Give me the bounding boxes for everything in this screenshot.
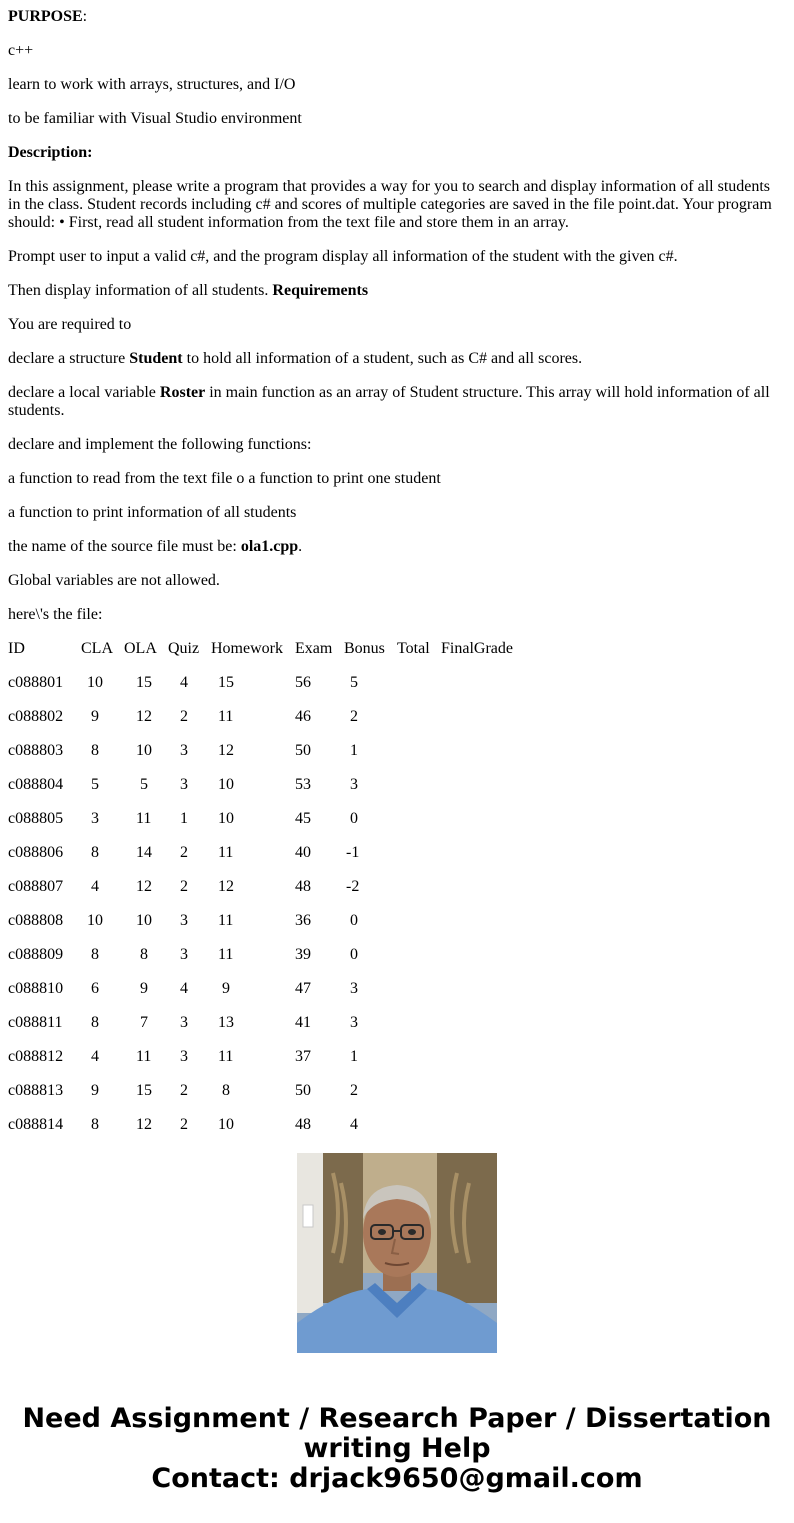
required-paragraph: You are required to bbox=[8, 316, 132, 333]
cell-quiz: 3 bbox=[180, 1048, 188, 1065]
learn-line: learn to work with arrays, structures, and I/O bbox=[8, 76, 296, 93]
struct-pre: declare a structure bbox=[8, 350, 130, 367]
cell-ola: 12 bbox=[136, 1116, 152, 1133]
source-file-name: ola1.cpp bbox=[240, 538, 299, 555]
cell-bonus: 3 bbox=[350, 1014, 358, 1031]
description-paragraph: In this assignment, please write a program that provides a way for you to search and display information of all students in the class. Student records including c# and scores of multiple categories are saved in the file point.dat. Your program should: • First, read all student information from the text file and store them in an array. bbox=[8, 178, 772, 231]
cell-homework: 15 bbox=[218, 674, 234, 691]
cell-id: c088812 bbox=[8, 1048, 64, 1065]
cell-id: c088810 bbox=[8, 980, 64, 997]
header-homework: Homework bbox=[211, 640, 283, 657]
struct-paragraph bbox=[8, 350, 778, 368]
table-row bbox=[8, 1014, 778, 1032]
table-header-row bbox=[8, 640, 778, 658]
cell-quiz: 3 bbox=[180, 776, 188, 793]
cell-id: c088807 bbox=[8, 878, 64, 895]
header-quiz: Quiz bbox=[168, 640, 200, 657]
cell-bonus: 4 bbox=[350, 1116, 358, 1133]
source-post: . bbox=[298, 538, 303, 555]
cell-cla: 10 bbox=[87, 912, 103, 929]
roster-paragraph bbox=[8, 384, 778, 420]
cell-bonus: 0 bbox=[350, 912, 358, 929]
cell-cla: 9 bbox=[91, 708, 99, 725]
header-finalgrade: FinalGrade bbox=[441, 640, 513, 657]
cell-cla: 3 bbox=[91, 810, 99, 827]
source-file-paragraph bbox=[8, 538, 778, 556]
description-label: Description: bbox=[8, 144, 93, 161]
purpose-colon: : bbox=[82, 8, 88, 25]
table-row bbox=[8, 1116, 778, 1134]
cell-exam: 48 bbox=[295, 878, 311, 895]
file-paragraph: here\'s the file: bbox=[8, 606, 103, 623]
table-row bbox=[8, 1048, 778, 1066]
header-ola: OLA bbox=[124, 640, 157, 657]
source-pre: the name of the source file must be: bbox=[8, 538, 241, 555]
cell-homework: 9 bbox=[222, 980, 230, 997]
cell-quiz: 3 bbox=[180, 912, 188, 929]
requirements-label: Requirements bbox=[272, 282, 369, 299]
roster-post: in main function as an array of Student structure. This array will hold information of all students. bbox=[8, 384, 770, 419]
cell-id: c088803 bbox=[8, 742, 64, 759]
cell-ola: 11 bbox=[136, 810, 152, 827]
cpp-line: c++ bbox=[8, 42, 34, 59]
table-row bbox=[8, 810, 778, 828]
cell-homework: 10 bbox=[218, 1116, 234, 1133]
cell-exam: 41 bbox=[295, 1014, 311, 1031]
cell-ola: 7 bbox=[140, 1014, 148, 1031]
footer-ad bbox=[0, 1404, 794, 1494]
cell-ola: 5 bbox=[140, 776, 148, 793]
cell-homework: 12 bbox=[218, 878, 234, 895]
cell-id: c088811 bbox=[8, 1014, 63, 1031]
prompt-paragraph: Prompt user to input a valid c#, and the program display all information of the student with the given c#. bbox=[8, 248, 678, 265]
cell-exam: 39 bbox=[295, 946, 311, 963]
cell-ola: 11 bbox=[136, 1048, 152, 1065]
visual-studio-line: to be familiar with Visual Studio environment bbox=[8, 110, 302, 127]
cell-homework: 12 bbox=[218, 742, 234, 759]
table-row bbox=[8, 776, 778, 794]
cell-bonus: 1 bbox=[350, 742, 358, 759]
footer-line-1: Need Assignment / Research Paper / Dissertation bbox=[22, 1403, 772, 1434]
cell-exam: 40 bbox=[295, 844, 311, 861]
header-id: ID bbox=[8, 640, 25, 657]
cell-quiz: 2 bbox=[180, 708, 188, 725]
cell-bonus: -2 bbox=[346, 878, 360, 895]
cell-quiz: 3 bbox=[180, 946, 188, 963]
then-paragraph bbox=[8, 282, 778, 300]
cell-ola: 14 bbox=[136, 844, 152, 861]
cell-id: c088805 bbox=[8, 810, 64, 827]
cell-cla: 8 bbox=[91, 1014, 99, 1031]
cell-id: c088808 bbox=[8, 912, 64, 929]
footer-line-2: writing Help bbox=[303, 1433, 491, 1464]
cell-exam: 50 bbox=[295, 1082, 311, 1099]
table-row bbox=[8, 912, 778, 930]
cell-quiz: 4 bbox=[180, 674, 188, 691]
struct-name: Student bbox=[129, 350, 183, 367]
cell-ola: 12 bbox=[136, 708, 152, 725]
cell-homework: 11 bbox=[218, 912, 234, 929]
cell-exam: 36 bbox=[295, 912, 311, 929]
table-row bbox=[8, 1082, 778, 1100]
cell-homework: 11 bbox=[218, 946, 234, 963]
document-body bbox=[8, 8, 778, 1133]
cell-cla: 8 bbox=[91, 844, 99, 861]
cell-cla: 5 bbox=[91, 776, 99, 793]
cell-ola: 15 bbox=[136, 1082, 152, 1099]
cell-homework: 11 bbox=[218, 1048, 234, 1065]
cell-bonus: 5 bbox=[350, 674, 358, 691]
cell-quiz: 2 bbox=[180, 844, 188, 861]
avatar bbox=[297, 1153, 497, 1353]
portrait-image bbox=[297, 1153, 497, 1353]
table-row bbox=[8, 878, 778, 896]
purpose-label: PURPOSE bbox=[8, 8, 83, 25]
table-row bbox=[8, 980, 778, 998]
cell-bonus: 3 bbox=[350, 980, 358, 997]
cell-exam: 47 bbox=[295, 980, 311, 997]
cell-id: c088809 bbox=[8, 946, 64, 963]
cell-bonus: 3 bbox=[350, 776, 358, 793]
cell-quiz: 4 bbox=[180, 980, 188, 997]
then-text: Then display information of all students. bbox=[8, 282, 273, 299]
footer-line-3: Contact: drjack9650@gmail.com bbox=[151, 1463, 643, 1494]
cell-id: c088804 bbox=[8, 776, 64, 793]
cell-cla: 9 bbox=[91, 1082, 99, 1099]
func-print-all-paragraph: a function to print information of all students bbox=[8, 504, 297, 521]
cell-exam: 37 bbox=[295, 1048, 311, 1065]
cell-bonus: 2 bbox=[350, 708, 358, 725]
cell-ola: 15 bbox=[136, 674, 152, 691]
cell-id: c088813 bbox=[8, 1082, 64, 1099]
header-cla: CLA bbox=[81, 640, 113, 657]
table-body bbox=[8, 674, 778, 1134]
cell-ola: 9 bbox=[140, 980, 148, 997]
cell-bonus: 2 bbox=[350, 1082, 358, 1099]
cell-ola: 8 bbox=[140, 946, 148, 963]
header-total: Total bbox=[397, 640, 430, 657]
cell-quiz: 2 bbox=[180, 1116, 188, 1133]
cell-cla: 6 bbox=[91, 980, 99, 997]
cell-homework: 11 bbox=[218, 708, 234, 725]
cell-bonus: 1 bbox=[350, 1048, 358, 1065]
func-read-paragraph: a function to read from the text file o a function to print one student bbox=[8, 470, 441, 487]
cell-ola: 12 bbox=[136, 878, 152, 895]
roster-name: Roster bbox=[159, 384, 206, 401]
cell-quiz: 3 bbox=[180, 742, 188, 759]
cell-quiz: 2 bbox=[180, 1082, 188, 1099]
table-row bbox=[8, 708, 778, 726]
cell-id: c088802 bbox=[8, 708, 64, 725]
cell-homework: 13 bbox=[218, 1014, 234, 1031]
table-row bbox=[8, 844, 778, 862]
cell-cla: 8 bbox=[91, 946, 99, 963]
table-row bbox=[8, 742, 778, 760]
roster-pre: declare a local variable bbox=[8, 384, 160, 401]
cell-homework: 11 bbox=[218, 844, 234, 861]
global-paragraph: Global variables are not allowed. bbox=[8, 572, 220, 589]
cell-quiz: 3 bbox=[180, 1014, 188, 1031]
header-bonus: Bonus bbox=[344, 640, 385, 657]
cell-exam: 45 bbox=[295, 810, 311, 827]
cell-bonus: 0 bbox=[350, 946, 358, 963]
cell-ola: 10 bbox=[136, 912, 152, 929]
cell-exam: 48 bbox=[295, 1116, 311, 1133]
cell-homework: 10 bbox=[218, 810, 234, 827]
cell-bonus: 0 bbox=[350, 810, 358, 827]
cell-id: c088806 bbox=[8, 844, 64, 861]
declare-paragraph: declare and implement the following functions: bbox=[8, 436, 312, 453]
cell-exam: 56 bbox=[295, 674, 311, 691]
cell-ola: 10 bbox=[136, 742, 152, 759]
cell-exam: 50 bbox=[295, 742, 311, 759]
cell-cla: 4 bbox=[91, 878, 99, 895]
cell-bonus: -1 bbox=[346, 844, 360, 861]
cell-cla: 10 bbox=[87, 674, 103, 691]
cell-id: c088814 bbox=[8, 1116, 64, 1133]
cell-quiz: 2 bbox=[180, 878, 188, 895]
cell-homework: 8 bbox=[222, 1082, 230, 1099]
description-heading bbox=[8, 144, 778, 162]
cell-cla: 8 bbox=[91, 1116, 99, 1133]
cell-exam: 53 bbox=[295, 776, 311, 793]
header-exam: Exam bbox=[295, 640, 333, 657]
cell-homework: 10 bbox=[218, 776, 234, 793]
struct-post: to hold all information of a student, such as C# and all scores. bbox=[182, 350, 583, 367]
cell-exam: 46 bbox=[295, 708, 311, 725]
table-row bbox=[8, 946, 778, 964]
cell-id: c088801 bbox=[8, 674, 64, 691]
cell-quiz: 1 bbox=[180, 810, 188, 827]
cell-cla: 4 bbox=[91, 1048, 99, 1065]
purpose-line bbox=[8, 8, 778, 26]
cell-cla: 8 bbox=[91, 742, 99, 759]
table-row bbox=[8, 674, 778, 692]
